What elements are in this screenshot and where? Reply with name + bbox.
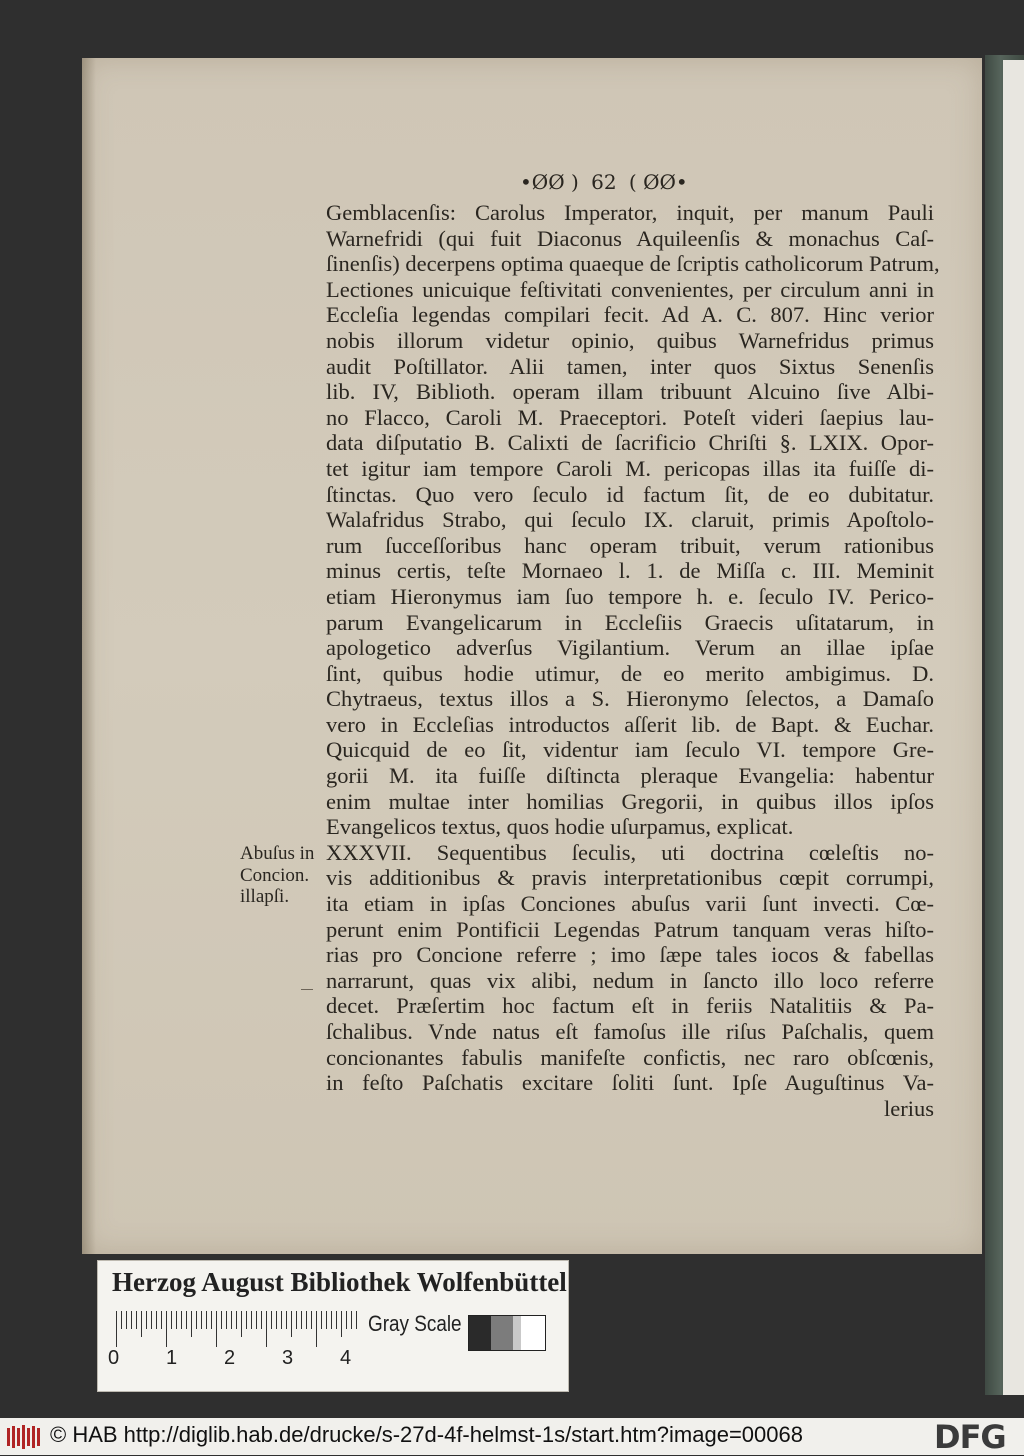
ruler-tick	[171, 1311, 172, 1329]
header-ornament-left: •ØØ )	[520, 170, 579, 194]
ruler-tick	[271, 1311, 272, 1329]
ruler-tick	[236, 1311, 237, 1329]
text-line: no Flacco, Caroli M. Praeceptori. Poteſt videri ſaepius lau-	[326, 404, 934, 430]
ruler-number: 2	[224, 1347, 236, 1369]
ruler-tick	[341, 1311, 342, 1337]
body-text	[326, 200, 940, 1121]
gray-scale-swatches	[468, 1315, 546, 1351]
ruler-tick	[131, 1311, 132, 1329]
header-ornament-right: ( ØØ•	[628, 170, 688, 194]
ruler-tick	[231, 1311, 232, 1329]
ruler-tick	[126, 1311, 127, 1329]
text-line: nobis illorum videtur opinio, quibus Warnefridus primus	[326, 327, 934, 353]
gray-swatch	[491, 1316, 513, 1350]
text-line: apologetico adverſus Vigilantium. Verum an illae ipſae	[326, 635, 934, 661]
next-page-strip	[1003, 60, 1024, 1395]
hab-logo-icon	[6, 1424, 42, 1450]
text-line: gorii M. ita fuiſſe diſtincta pleraque Evangelia: habentur	[326, 763, 934, 789]
text-line: XXXVII. Sequentibus ſeculis, uti doctrina cœleſtis no-	[326, 839, 934, 865]
ruler-tick	[246, 1311, 247, 1329]
ruler-tick	[356, 1311, 357, 1329]
text-line: lib. IV, Biblioth. operam illam tribuunt Alcuino ſive Albi-	[326, 379, 934, 405]
text-line: tet igitur iam tempore Caroli M. pericopas illas ita fuiſſe di-	[326, 455, 934, 481]
text-line: data diſputatio B. Calixti de ſacrificio Chriſti §. LXIX. Opor-	[326, 430, 934, 456]
ruler-tick	[241, 1311, 242, 1337]
ruler-tick	[311, 1311, 312, 1329]
ruler-tick	[326, 1311, 327, 1329]
text-line: minus certis, teſte Mornaeo l. 1. de Miſſa c. III. Meminit	[326, 558, 934, 584]
ruler-tick	[176, 1311, 177, 1329]
ruler-tick	[256, 1311, 257, 1329]
gray-swatch	[513, 1316, 521, 1350]
ruler-tick	[291, 1311, 292, 1337]
text-line: enim multae inter homilias Gregorii, in quibus illos ipſos	[326, 788, 934, 814]
text-line: Warnefridi (qui fuit Diaconus Aquileenſis & monachus Caſ-	[326, 225, 934, 251]
ruler-tick	[321, 1311, 322, 1329]
text-line: ſchalibus. Vnde natus eſt famoſus ille riſus Paſchalis, quem	[326, 1019, 934, 1044]
ruler-tick	[121, 1311, 122, 1329]
ruler-tick	[116, 1311, 117, 1347]
ruler-number: 0	[108, 1347, 120, 1369]
chart-title: Herzog August Bibliothek Wolfenbüttel	[112, 1267, 567, 1297]
text-line: ſtinctas. Quo vero ſeculo id factum ſit, de eo dubitatur.	[326, 481, 934, 507]
text-line: etiam Hieronymus iam ſuo tempore h. e. ſeculo IV. Perico-	[326, 583, 934, 609]
text-line: Walafridus Strabo, qui ſeculo IX. claruit, primis Apoſtolo-	[326, 507, 934, 533]
ruler-tick	[201, 1311, 202, 1329]
ruler-tick	[301, 1311, 302, 1329]
ruler-number: 4	[340, 1347, 352, 1369]
margin-note-line: illapſi.	[240, 886, 290, 907]
ruler-tick	[351, 1311, 352, 1329]
color-chart	[97, 1260, 569, 1392]
ruler-tick	[296, 1311, 297, 1329]
text-line: parum Evangelicarum in Eccleſiis Graecis uſitatarum, in	[326, 609, 934, 635]
text-line: Quicquid de eo ſit, videntur iam ſeculo VI. tempore Gre-	[326, 737, 934, 763]
ruler-tick	[166, 1311, 167, 1347]
text-line: Chytraeus, textus illos a S. Hieronymo ſelectos, a Damaſo	[326, 686, 934, 712]
text-line: vis additionibus & pravis interpretationibus cœpit corrumpi,	[326, 865, 934, 891]
ruler-tick	[261, 1311, 262, 1329]
ruler-tick	[346, 1311, 347, 1329]
gray-swatch	[521, 1316, 545, 1350]
gray-swatch	[469, 1316, 491, 1350]
text-line: in feſto Paſchatis excitare ſoliti ſunt. Ipſe Auguſtinus Va-	[326, 1070, 934, 1096]
ruler-tick	[266, 1311, 267, 1347]
ruler-number: 1	[166, 1347, 178, 1369]
text-line: Gemblacenſis: Carolus Imperator, inquit, per manum Pauli	[326, 200, 934, 225]
ruler-tick	[206, 1311, 207, 1329]
ruler-tick	[146, 1311, 147, 1329]
ruler-tick	[336, 1311, 337, 1329]
ruler-tick	[191, 1311, 192, 1337]
ruler-tick	[151, 1311, 152, 1329]
gray-scale-label: Gray Scale	[368, 1311, 462, 1336]
text-line: ita etiam in ipſas Conciones abuſus varii ſunt invecti. Cœ-	[326, 891, 934, 917]
ruler-tick	[161, 1311, 162, 1329]
text-line: Evangelicos textus, quos hodie uſurpamus, explicat.	[326, 814, 794, 840]
page-header	[520, 170, 720, 194]
text-line: vero in Eccleſias introductos aſſerit lib. de Bapt. & Euchar.	[326, 711, 934, 737]
page-number: 62	[591, 170, 617, 194]
ruler-tick	[156, 1311, 157, 1329]
text-line: audit Poſtillator. Alii tamen, inter quos Sixtus Senenſis	[326, 353, 934, 379]
text-line: ſint, quibus hodie utimur, de eo merito ambigimus. D.	[326, 660, 934, 686]
ruler-tick	[286, 1311, 287, 1329]
margin-note-line: Concion.	[240, 864, 310, 886]
ruler-tick	[251, 1311, 252, 1329]
text-line: perunt enim Pontificii Legendas Patrum tanquam veras hiſto-	[326, 916, 934, 942]
ruler-tick	[221, 1311, 222, 1329]
ruler-tick	[136, 1311, 137, 1329]
text-line: rias pro Concione referre ; imo ſæpe tales iocos & fabellas	[326, 942, 934, 968]
ruler-tick	[181, 1311, 182, 1329]
margin-note-line: Abuſus in	[240, 843, 315, 864]
text-line: decet. Præſertim hoc factum eſt in feriis Natalitiis & Pa-	[326, 993, 934, 1019]
ruler-tick	[211, 1311, 212, 1329]
ruler-tick	[281, 1311, 282, 1329]
ruler-tick	[141, 1311, 142, 1337]
ruler-number: 3	[282, 1347, 294, 1369]
ruler-tick	[306, 1311, 307, 1329]
ruler-tick	[186, 1311, 187, 1329]
ruler-tick	[316, 1311, 317, 1347]
text-line: Eccleſia legendas compilari fecit. Ad A. C. 807. Hinc verior	[326, 302, 934, 328]
text-line: lerius	[884, 1095, 934, 1121]
copyright-url[interactable]: © HAB http://diglib.hab.de/drucke/s-27d-4f-helmst-1s/start.htm?image=00068	[50, 1422, 803, 1447]
dfg-logo: DFG	[934, 1418, 1006, 1456]
text-line: Lectiones unicuique feſtivitati convenientes, per circulum anni in	[326, 276, 934, 302]
ruler	[116, 1311, 366, 1351]
text-line: rum ſucceſſoribus hanc operam tribuit, verum rationibus	[326, 532, 934, 558]
text-line: narrarunt, quas vix alibi, nedum in ſancto illo loco referre	[326, 967, 934, 993]
text-line: ſinenſis) decerpens optima quaeque de ſcriptis catholicorum Patrum,	[326, 251, 940, 277]
text-line: concionantes fabulis manifeſte confictis, nec raro obſcœnis,	[326, 1044, 934, 1070]
margin-dash	[301, 989, 313, 990]
margin-note	[240, 843, 330, 908]
ruler-tick	[226, 1311, 227, 1329]
ruler-tick	[196, 1311, 197, 1329]
footer-bar	[0, 1418, 1024, 1455]
page-gutter-shadow	[82, 58, 96, 1254]
ruler-tick	[216, 1311, 217, 1347]
ruler-tick	[276, 1311, 277, 1329]
ruler-tick	[331, 1311, 332, 1329]
